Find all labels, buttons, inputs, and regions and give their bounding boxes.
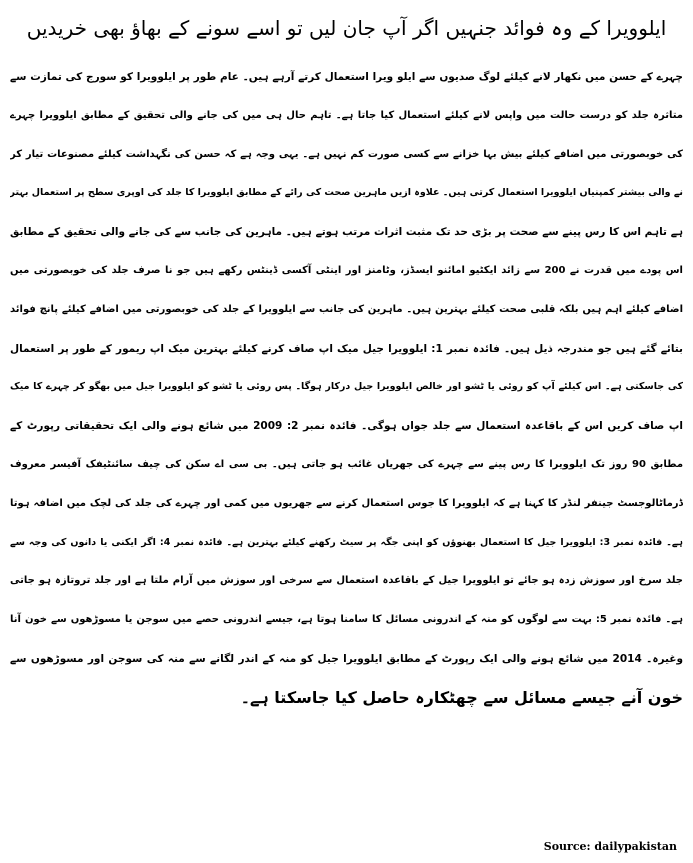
article-line: ہے تاہم اس کا رس پینے سے صحت پر بڑی حد تک مثبت اثرات مرتب ہوتے ہیں۔ ماہرین کی جانب سے کی جانے والی تحقیق کے مطابق <box>10 226 683 239</box>
article-line: اپ صاف کریں اس کے باقاعدہ استعمال سے جلد جواں ہوگی۔ فائدہ نمبر 2: 2009 میں شائع ہونے والی ایک تحقیقاتی رپورٹ کے <box>10 420 683 433</box>
article-line: کی جاسکتی ہے۔ اس کیلئے آپ کو روئی یا ٹشو اور خالص ایلوویرا جیل درکار ہوگا۔ پس روئی یا ٹشو کو ایلوویرا جیل میں بھگو کر چہرے کا میک <box>10 381 683 393</box>
article-line: کی خوبصورتی میں اضافے کیلئے بیش بہا خزانے سے کسی صورت کم نہیں ہے۔ یہی وجہ ہے کہ حسن کی نگہداشت کیلئے مصنوعات تیار کر <box>10 148 683 160</box>
article-line: اس پودے میں قدرت نے 200 سے زائد ایکٹیو امائنو ایسڈز، وٹامنز اور اینٹی آکسی ڈینٹس رکھے ہیں جو نا صرف جلد کی خوبصورتی میں <box>10 264 683 276</box>
article-line: وغیرہ۔ 2014 میں شائع ہونے والی ایک رپورٹ کے مطابق ایلوویرا جیل کو منہ کے اندر لگانے سے منہ کی سوجن اور مسوڑھوں سے <box>10 652 683 665</box>
article-line: ہے۔ فائدہ نمبر 5: بہت سے لوگوں کو منہ کے اندرونی مسائل کا سامنا ہوتا ہے، جیسے اندرونی حصے میں سوجن یا مسوڑھوں سے خون آنا <box>10 614 683 626</box>
article-line: نے والی بیشتر کمپنیاں ایلوویرا استعمال کرتی ہیں۔ علاوہ ازیں ماہرین صحت کی رائے کے مطابق ایلوویرا کا جلد کی اوپری سطح پر استعمال بہتر <box>10 187 683 199</box>
source-credit: Source: dailypakistan <box>543 840 677 853</box>
article-line: ہے۔ فائدہ نمبر 3: ایلوویرا جیل کا استعمال بھنوؤں کو اپنی جگہ پر سیٹ رکھنے کیلئے بہترین ہے۔ فائدہ نمبر 4: اگر ایکنی یا دانوں کی وجہ سے <box>10 536 683 548</box>
article-line: بتائے گئے ہیں جو مندرجہ ذیل ہیں۔ فائدہ نمبر 1: ایلوویرا جیل میک اپ صاف کرنے کیلئے بہترین میک اپ ریمور کے طور پر استعمال <box>10 342 683 355</box>
article-line: جلد سرخ اور سوزش زدہ ہو جائے تو ایلوویرا جیل کے باقاعدہ استعمال سے سرخی اور سوزش میں آرام ملتا ہے اور جلد تروتازہ ہو جاتی <box>10 575 683 587</box>
article-line-last: خون آنے جیسے مسائل سے چھٹکارہ حاصل کیا جاسکتا ہے۔ <box>240 687 683 707</box>
article-headline: ایلوویرا کے وہ فوائد جنہیں اگر آپ جان لیں تو اسے سونے کے بھاؤ بھی خریدیں <box>26 16 667 40</box>
article-line: ڈرماٹالوجسٹ جینفر لنڈر کا کہنا ہے کہ ایلوویرا کا جوس استعمال کرنے سے جھریوں میں کمی اور چہرے کی جلد کی لچک میں اضافہ ہوتا <box>10 497 683 509</box>
article-line: مطابق 90 روز تک ایلوویرا کا رس پینے سے چہرے کی جھریاں غائب ہو جاتی ہیں۔ بی سی اے سکن کی چیف سائنٹیفک آفیسر معروف <box>10 458 683 470</box>
article-body <box>10 58 683 718</box>
article-line: متاثرہ جلد کو درست حالت میں واپس لانے کیلئے استعمال کیا جاتا ہے۔ تاہم حال ہی میں کی جانے والی تحقیق کے مطابق ایلوویرا چہرے <box>10 109 683 121</box>
article-line: چہرے کے حسن میں نکھار لانے کیلئے لوگ صدیوں سے ایلو ویرا استعمال کرتے آرہے ہیں۔ عام طور پر ایلوویرا کو سورج کی تمازت سے <box>10 71 683 83</box>
article-line: اضافے کیلئے اہم ہیں بلکہ قلبی صحت کیلئے بہترین ہیں۔ ماہرین کی جانب سے ایلوویرا کے جلد کی خوبصورتی میں اضافے کیلئے پانچ فوائد <box>10 303 683 315</box>
